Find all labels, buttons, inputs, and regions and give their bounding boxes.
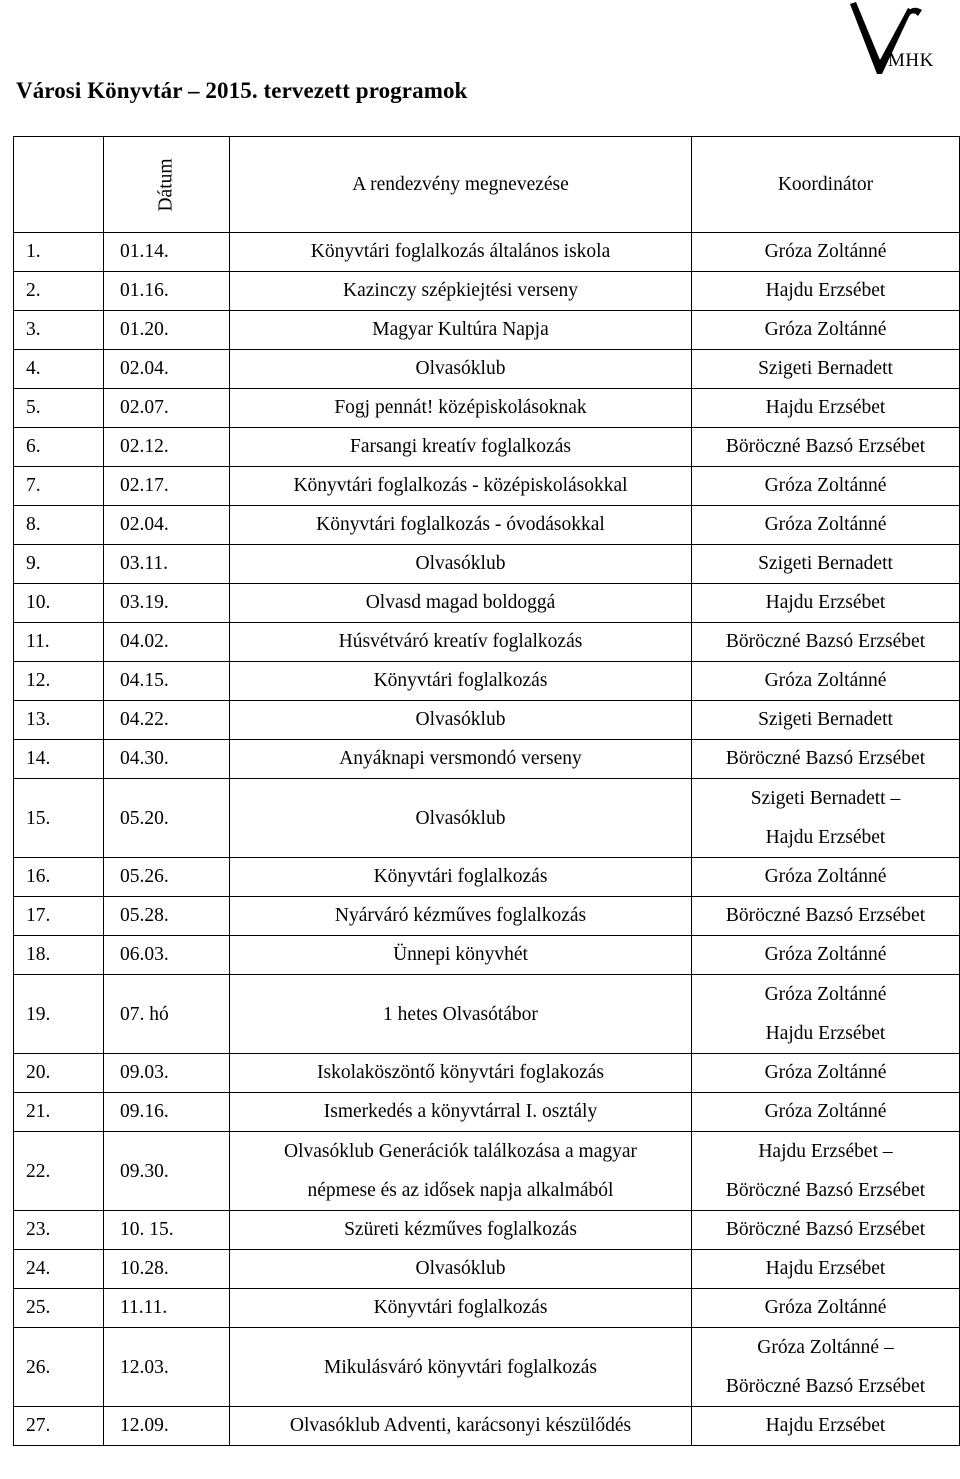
row-coordinator-line: Szigeti Bernadett <box>758 358 893 379</box>
row-coordinator <box>692 1054 960 1093</box>
row-date <box>104 272 230 311</box>
row-event <box>230 701 692 740</box>
row-coordinator <box>692 350 960 389</box>
row-number-line: 4. <box>26 358 41 379</box>
mhk-logo <box>846 0 944 78</box>
row-coordinator-line2: Hajdu Erzsébet <box>765 827 886 848</box>
row-coordinator-line: Böröczné Bazsó Erzsébet <box>725 748 926 769</box>
row-event-line: Könyvtári foglalkozás - középiskolásokkal <box>293 475 628 496</box>
table-row <box>14 1211 960 1250</box>
row-event <box>230 975 692 1054</box>
row-event <box>230 233 692 272</box>
table-row <box>14 350 960 389</box>
row-date <box>104 467 230 506</box>
row-coordinator-line: Gróza Zoltánné <box>764 1062 887 1083</box>
row-date-line: 10.28. <box>120 1258 169 1279</box>
row-number <box>14 897 104 936</box>
table-row <box>14 506 960 545</box>
row-number-line: 16. <box>26 866 51 887</box>
logo-text: MHK <box>888 50 934 71</box>
row-event-line2: népmese és az idősek napja alkalmából <box>307 1180 614 1201</box>
row-event-line: Olvasóklub Adventi, karácsonyi készülődés <box>289 1415 632 1436</box>
row-date-line: 10. 15. <box>120 1219 174 1240</box>
row-number <box>14 311 104 350</box>
row-number <box>14 701 104 740</box>
table-row <box>14 662 960 701</box>
row-date <box>104 623 230 662</box>
row-date-line: 01.16. <box>120 280 169 301</box>
row-date-line: 11.11. <box>120 1297 168 1318</box>
table-row <box>14 779 960 858</box>
row-number <box>14 779 104 858</box>
row-date-line: 02.17. <box>120 475 169 496</box>
row-coordinator <box>692 1250 960 1289</box>
table-header-row <box>14 137 960 233</box>
row-number-line: 17. <box>26 905 51 926</box>
row-number <box>14 975 104 1054</box>
row-date <box>104 897 230 936</box>
row-date <box>104 858 230 897</box>
row-date <box>104 1054 230 1093</box>
table-row <box>14 1250 960 1289</box>
row-coordinator-line: Böröczné Bazsó Erzsébet <box>725 1219 926 1240</box>
header-date <box>104 137 230 233</box>
table-row <box>14 1328 960 1407</box>
table-row <box>14 1093 960 1132</box>
row-date-line: 02.07. <box>120 397 169 418</box>
row-event <box>230 1407 692 1446</box>
page-title: Városi Könyvtár – 2015. tervezett programok <box>16 78 468 103</box>
row-number <box>14 662 104 701</box>
row-coordinator-line: Hajdu Erzsébet <box>765 280 886 301</box>
row-coordinator <box>692 1328 960 1407</box>
row-number-line: 15. <box>26 807 51 829</box>
row-event <box>230 506 692 545</box>
row-number-line: 9. <box>26 553 41 574</box>
row-coordinator <box>692 779 960 858</box>
table-body <box>14 233 960 1446</box>
row-coordinator-line: Gróza Zoltánné – <box>757 1337 894 1358</box>
row-number-line: 23. <box>26 1219 51 1240</box>
row-coordinator <box>692 389 960 428</box>
row-event-line: Iskolaköszöntő könyvtári foglakozás <box>316 1062 604 1083</box>
row-number <box>14 858 104 897</box>
row-event-line: Olvasóklub <box>415 553 506 574</box>
row-event-line: Farsangi kreatív foglalkozás <box>350 436 571 457</box>
row-date <box>104 1132 230 1211</box>
row-date <box>104 740 230 779</box>
row-number <box>14 506 104 545</box>
row-date-line: 12.09. <box>120 1415 169 1436</box>
row-coordinator-line2: Böröczné Bazsó Erzsébet <box>725 1180 926 1201</box>
table-row <box>14 311 960 350</box>
row-date <box>104 1289 230 1328</box>
row-coordinator <box>692 584 960 623</box>
row-coordinator-line: Gróza Zoltánné <box>764 984 887 1005</box>
row-event <box>230 272 692 311</box>
row-date-line: 05.28. <box>120 905 169 926</box>
row-event <box>230 545 692 584</box>
row-date <box>104 545 230 584</box>
row-coordinator <box>692 1407 960 1446</box>
header-date-label: Dátum <box>155 157 177 212</box>
row-coordinator-line: Gróza Zoltánné <box>764 944 887 965</box>
row-event-line: Kazinczy szépkiejtési verseny <box>343 280 578 301</box>
row-number <box>14 1093 104 1132</box>
row-event <box>230 897 692 936</box>
table-row <box>14 1407 960 1446</box>
row-coordinator-line: Gróza Zoltánné <box>764 319 887 340</box>
row-coordinator <box>692 545 960 584</box>
row-date-line: 09.16. <box>120 1101 169 1122</box>
row-date-line: 04.02. <box>120 631 169 652</box>
row-coordinator-line: Hajdu Erzsébet <box>765 1258 886 1279</box>
row-event <box>230 1211 692 1250</box>
row-coordinator <box>692 623 960 662</box>
row-date <box>104 350 230 389</box>
row-number <box>14 1250 104 1289</box>
row-event <box>230 662 692 701</box>
row-event-line: Nyárváró kézműves foglalkozás <box>334 905 587 926</box>
row-number-line: 12. <box>26 670 51 691</box>
row-event-line: Könyvtári foglalkozás - óvodásokkal <box>316 514 605 535</box>
row-date-line: 04.30. <box>120 748 169 769</box>
row-event <box>230 1328 692 1407</box>
row-number-line: 11. <box>26 631 50 652</box>
row-coordinator <box>692 975 960 1054</box>
row-number-line: 22. <box>26 1160 51 1182</box>
row-coordinator <box>692 1093 960 1132</box>
row-coordinator-line: Szigeti Bernadett – <box>750 788 901 809</box>
row-date <box>104 584 230 623</box>
row-date <box>104 779 230 858</box>
row-coordinator-line: Gróza Zoltánné <box>764 1297 887 1318</box>
row-coordinator-line: Gróza Zoltánné <box>764 514 887 535</box>
row-event-line: Olvasóklub <box>415 807 506 829</box>
header-number <box>14 137 104 233</box>
row-coordinator-line: Hajdu Erzsébet <box>765 592 886 613</box>
row-event-line: Könyvtári foglalkozás általános iskola <box>310 241 611 262</box>
row-coordinator <box>692 936 960 975</box>
row-coordinator <box>692 233 960 272</box>
row-number-line: 7. <box>26 475 41 496</box>
row-event-line: Könyvtári foglalkozás <box>373 1297 548 1318</box>
program-table <box>13 136 960 1446</box>
table-row <box>14 740 960 779</box>
row-date-line: 09.03. <box>120 1062 169 1083</box>
row-coordinator <box>692 701 960 740</box>
row-event <box>230 1093 692 1132</box>
row-number-line: 27. <box>26 1415 51 1436</box>
table-row <box>14 467 960 506</box>
row-coordinator-line: Hajdu Erzsébet – <box>758 1141 893 1162</box>
row-number <box>14 1054 104 1093</box>
row-coordinator <box>692 1211 960 1250</box>
row-coordinator-line: Böröczné Bazsó Erzsébet <box>725 905 926 926</box>
table-row <box>14 936 960 975</box>
row-coordinator <box>692 1132 960 1211</box>
row-event <box>230 779 692 858</box>
row-event-line: Húsvétváró kreatív foglalkozás <box>338 631 583 652</box>
row-date-line: 07. hó <box>120 1003 169 1025</box>
row-event <box>230 350 692 389</box>
row-number <box>14 545 104 584</box>
row-event-line: Könyvtári foglalkozás <box>373 866 548 887</box>
table-row <box>14 233 960 272</box>
row-event <box>230 428 692 467</box>
row-event-line: Olvasóklub Generációk találkozása a magyar <box>283 1141 638 1162</box>
row-event-line: Anyáknapi versmondó verseny <box>339 748 582 769</box>
row-event-line: Szüreti kézműves foglalkozás <box>344 1219 577 1240</box>
row-event-line: Ünnepi könyvhét <box>393 944 528 965</box>
row-date <box>104 975 230 1054</box>
row-coordinator <box>692 1289 960 1328</box>
row-date <box>104 1211 230 1250</box>
row-coordinator-line2: Hajdu Erzsébet <box>765 1023 886 1044</box>
row-event <box>230 1054 692 1093</box>
row-coordinator-line: Gróza Zoltánné <box>764 670 887 691</box>
row-coordinator <box>692 272 960 311</box>
row-number <box>14 1289 104 1328</box>
row-number-line: 1. <box>26 241 41 262</box>
row-coordinator <box>692 662 960 701</box>
row-event-line: Olvasd magad boldoggá <box>365 592 556 613</box>
row-event-line: Olvasóklub <box>415 358 506 379</box>
table-row <box>14 701 960 740</box>
row-number-line: 21. <box>26 1101 51 1122</box>
row-date <box>104 233 230 272</box>
row-number-line: 5. <box>26 397 41 418</box>
row-number <box>14 623 104 662</box>
row-date-line: 05.26. <box>120 866 169 887</box>
table-row <box>14 428 960 467</box>
row-number <box>14 936 104 975</box>
row-date-line: 02.04. <box>120 514 169 535</box>
row-coordinator-line: Szigeti Bernadett <box>758 709 893 730</box>
row-date <box>104 662 230 701</box>
row-event-line: 1 hetes Olvasótábor <box>383 1003 538 1025</box>
table-row <box>14 623 960 662</box>
row-number <box>14 389 104 428</box>
row-coordinator <box>692 428 960 467</box>
row-number-line: 8. <box>26 514 41 535</box>
row-date-line: 03.11. <box>120 553 169 574</box>
row-coordinator-line: Gróza Zoltánné <box>764 241 887 262</box>
row-date <box>104 1250 230 1289</box>
row-coordinator-line: Gróza Zoltánné <box>764 475 887 496</box>
row-event-line: Mikulásváró könyvtári foglalkozás <box>324 1356 597 1378</box>
table-row <box>14 975 960 1054</box>
row-date <box>104 1093 230 1132</box>
row-event <box>230 311 692 350</box>
row-event-line: Olvasóklub <box>415 1258 506 1279</box>
table-row <box>14 272 960 311</box>
table-row <box>14 858 960 897</box>
row-date <box>104 1328 230 1407</box>
row-event <box>230 467 692 506</box>
header-coordinator: Koordinátor <box>692 137 960 233</box>
row-date-line: 12.03. <box>120 1356 169 1378</box>
row-coordinator-line: Hajdu Erzsébet <box>765 1415 886 1436</box>
row-number <box>14 467 104 506</box>
row-number-line: 20. <box>26 1062 51 1083</box>
row-event-line: Olvasóklub <box>415 709 506 730</box>
row-date-line: 02.04. <box>120 358 169 379</box>
row-date <box>104 1407 230 1446</box>
row-number <box>14 1328 104 1407</box>
row-number <box>14 1407 104 1446</box>
row-coordinator <box>692 467 960 506</box>
row-date-line: 06.03. <box>120 944 169 965</box>
row-number <box>14 1211 104 1250</box>
row-event-line: Magyar Kultúra Napja <box>372 319 549 340</box>
row-date-line: 02.12. <box>120 436 169 457</box>
row-coordinator <box>692 897 960 936</box>
row-number <box>14 1132 104 1211</box>
row-event-line: Könyvtári foglalkozás <box>373 670 548 691</box>
row-event <box>230 1250 692 1289</box>
row-coordinator <box>692 858 960 897</box>
row-date <box>104 506 230 545</box>
table-row <box>14 1132 960 1211</box>
table-row <box>14 897 960 936</box>
table-row <box>14 1054 960 1093</box>
row-number <box>14 740 104 779</box>
row-number <box>14 584 104 623</box>
table-row <box>14 545 960 584</box>
row-number <box>14 233 104 272</box>
row-date-line: 01.20. <box>120 319 169 340</box>
row-event <box>230 623 692 662</box>
row-event <box>230 389 692 428</box>
row-date <box>104 936 230 975</box>
header-event: A rendezvény megnevezése <box>230 137 692 233</box>
row-date-line: 01.14. <box>120 241 169 262</box>
row-coordinator <box>692 740 960 779</box>
row-coordinator-line: Szigeti Bernadett <box>758 553 893 574</box>
row-coordinator <box>692 506 960 545</box>
table-row <box>14 389 960 428</box>
row-number-line: 24. <box>26 1258 51 1279</box>
row-coordinator-line: Böröczné Bazsó Erzsébet <box>725 436 926 457</box>
row-event <box>230 858 692 897</box>
row-coordinator-line2: Böröczné Bazsó Erzsébet <box>725 1376 926 1397</box>
row-number-line: 3. <box>26 319 41 340</box>
row-number-line: 18. <box>26 944 51 965</box>
row-date <box>104 428 230 467</box>
row-date <box>104 701 230 740</box>
row-coordinator-line: Gróza Zoltánné <box>764 1101 887 1122</box>
row-number <box>14 272 104 311</box>
row-event <box>230 584 692 623</box>
row-number-line: 14. <box>26 748 51 769</box>
row-date-line: 03.19. <box>120 592 169 613</box>
row-number-line: 6. <box>26 436 41 457</box>
table-row <box>14 584 960 623</box>
row-number <box>14 428 104 467</box>
row-number-line: 2. <box>26 280 41 301</box>
row-event <box>230 740 692 779</box>
row-number-line: 19. <box>26 1003 51 1025</box>
row-date-line: 09.30. <box>120 1160 169 1182</box>
row-number-line: 25. <box>26 1297 51 1318</box>
row-event <box>230 1132 692 1211</box>
row-number-line: 10. <box>26 592 51 613</box>
row-event-line: Ismerkedés a könyvtárral I. osztály <box>323 1101 598 1122</box>
row-number-line: 26. <box>26 1356 51 1378</box>
row-date <box>104 389 230 428</box>
row-event-line: Fogj pennát! középiskolásoknak <box>334 397 587 418</box>
row-coordinator <box>692 311 960 350</box>
table-row <box>14 1289 960 1328</box>
row-coordinator-line: Hajdu Erzsébet <box>765 397 886 418</box>
row-number <box>14 350 104 389</box>
row-event <box>230 936 692 975</box>
row-date <box>104 311 230 350</box>
row-coordinator-line: Gróza Zoltánné <box>764 866 887 887</box>
row-date-line: 05.20. <box>120 807 169 829</box>
row-coordinator-line: Böröczné Bazsó Erzsébet <box>725 631 926 652</box>
row-date-line: 04.22. <box>120 709 169 730</box>
row-event <box>230 1289 692 1328</box>
row-date-line: 04.15. <box>120 670 169 691</box>
row-number-line: 13. <box>26 709 51 730</box>
